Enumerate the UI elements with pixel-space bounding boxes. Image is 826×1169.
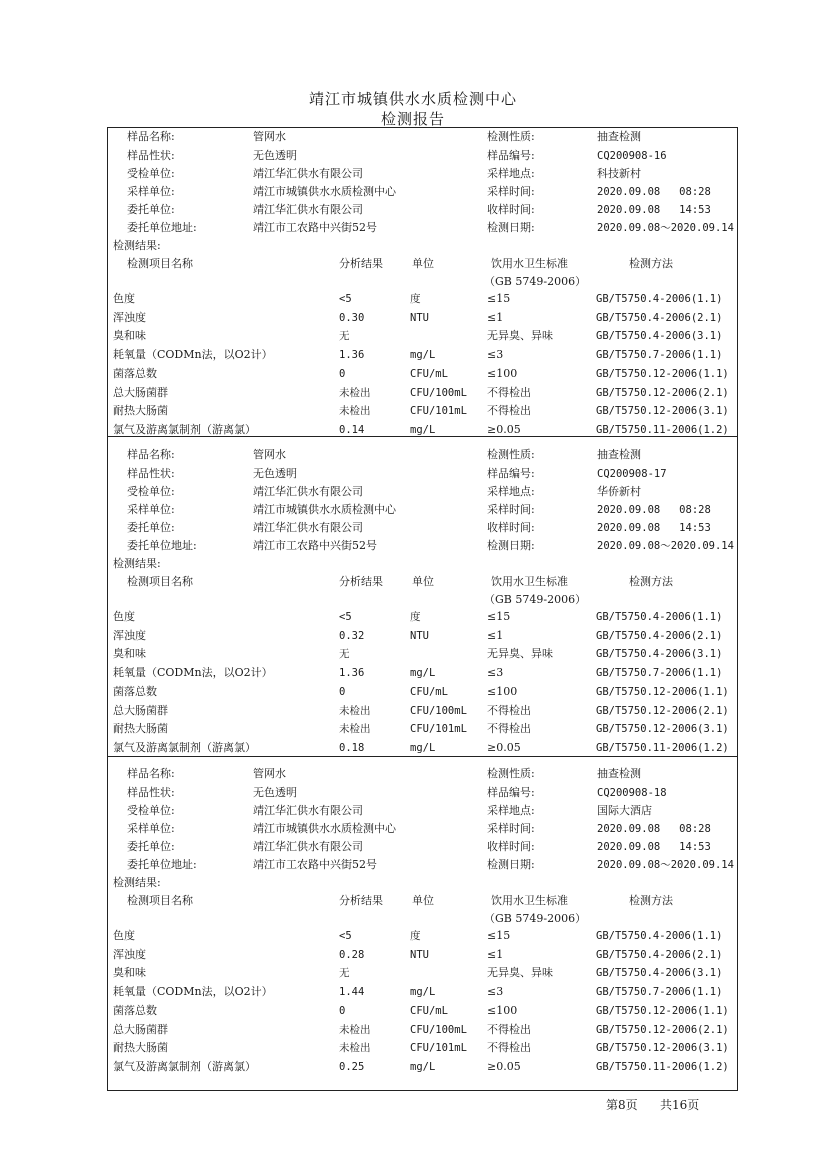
label-client-address: 委托单位地址: xyxy=(127,858,197,871)
cell-result: 0.25 xyxy=(339,1061,365,1073)
cell-unit: mg/L xyxy=(410,424,436,436)
cell-result: 无 xyxy=(339,330,350,342)
cell-unit: CFU/mL xyxy=(410,686,448,698)
value-nature: 抽查检测 xyxy=(597,767,641,780)
value-sample-state: 无色透明 xyxy=(253,467,297,480)
cell-result: 未检出 xyxy=(339,1042,371,1054)
label-inspected-unit: 受检单位: xyxy=(127,167,175,180)
col-header-result: 分析结果 xyxy=(339,575,383,588)
cell-method: GB/T5750.7-2006(1.1) xyxy=(596,986,723,998)
label-location: 采样地点: xyxy=(487,167,535,180)
cell-unit: CFU/100mL xyxy=(410,705,467,717)
value-test-date: 2020.09.08～2020.09.14 xyxy=(597,540,734,552)
cell-result: 0 xyxy=(339,368,346,380)
cell-item: 耐热大肠菌 xyxy=(113,1041,168,1054)
cell-standard: 不得检出 xyxy=(487,404,531,417)
label-test-date: 检测日期: xyxy=(487,539,535,552)
label-client-address: 委托单位地址: xyxy=(127,539,197,552)
cell-result: 0.28 xyxy=(339,949,365,961)
cell-standard: 不得检出 xyxy=(487,386,531,399)
sample-section-2 xyxy=(0,446,826,764)
label-location: 采样地点: xyxy=(487,804,535,817)
sample-section-3 xyxy=(0,765,826,1083)
cell-method: GB/T5750.4-2006(1.1) xyxy=(596,293,723,305)
cell-unit: CFU/101mL xyxy=(410,405,467,417)
cell-item: 氯气及游离氯制剂（游离氯） xyxy=(113,741,256,754)
cell-method: GB/T5750.4-2006(2.1) xyxy=(596,312,723,324)
cell-item: 色度 xyxy=(113,929,135,942)
cell-standard: ≥0.05 xyxy=(487,423,521,436)
cell-method: GB/T5750.11-2006(1.2) xyxy=(596,424,729,436)
value-sampling-time: 2020.09.08 08:28 xyxy=(597,504,711,516)
label-nature: 检测性质: xyxy=(487,130,535,143)
cell-result: 1.44 xyxy=(339,986,365,998)
value-client-address: 靖江市工农路中兴街52号 xyxy=(253,221,377,234)
cell-result: 0 xyxy=(339,1005,346,1017)
label-sample-state: 样品性状: xyxy=(127,467,175,480)
cell-item: 氯气及游离氯制剂（游离氯） xyxy=(113,1060,256,1073)
cell-unit: mg/L xyxy=(410,1061,436,1073)
value-client-unit: 靖江华汇供水有限公司 xyxy=(253,203,363,216)
cell-standard: ≥0.05 xyxy=(487,741,521,754)
cell-standard: 无异臭、异味 xyxy=(487,966,553,979)
cell-standard: ≤1 xyxy=(487,629,504,642)
cell-item: 总大肠菌群 xyxy=(113,1023,168,1036)
label-sampling-unit: 采样单位: xyxy=(127,503,175,516)
cell-item: 耗氧量（CODMn法，以O2计） xyxy=(113,348,273,361)
col-header-standard-code: （GB 5749-2006） xyxy=(484,593,587,606)
cell-result: 0 xyxy=(339,686,346,698)
cell-method: GB/T5750.7-2006(1.1) xyxy=(596,349,723,361)
value-location: 国际大酒店 xyxy=(597,804,652,817)
value-client-address: 靖江市工农路中兴街52号 xyxy=(253,539,377,552)
cell-standard: 不得检出 xyxy=(487,1023,531,1036)
label-inspected-unit: 受检单位: xyxy=(127,485,175,498)
cell-method: GB/T5750.12-2006(1.1) xyxy=(596,686,729,698)
cell-result: 1.36 xyxy=(339,349,365,361)
cell-result: 未检出 xyxy=(339,705,371,717)
label-receive-time: 收样时间: xyxy=(487,521,535,534)
cell-result: 0.30 xyxy=(339,312,365,324)
cell-unit: CFU/100mL xyxy=(410,1024,467,1036)
label-sample-no: 样品编号: xyxy=(487,467,535,480)
value-sample-state: 无色透明 xyxy=(253,149,297,162)
label-client-unit: 委托单位: xyxy=(127,840,175,853)
cell-item: 色度 xyxy=(113,292,135,305)
col-header-unit: 单位 xyxy=(412,894,434,907)
col-header-method: 检测方法 xyxy=(629,257,673,270)
cell-standard: 无异臭、异味 xyxy=(487,647,553,660)
label-sampling-time: 采样时间: xyxy=(487,822,535,835)
report-title: 检测报告 xyxy=(380,110,445,128)
label-sampling-unit: 采样单位: xyxy=(127,822,175,835)
cell-result: 未检出 xyxy=(339,387,371,399)
cell-standard: ≥0.05 xyxy=(487,1060,521,1073)
label-location: 采样地点: xyxy=(487,485,535,498)
cell-unit: mg/L xyxy=(410,349,436,361)
cell-unit: NTU xyxy=(410,630,429,642)
value-location: 华侨新村 xyxy=(597,485,641,498)
value-nature: 抽查检测 xyxy=(597,130,641,143)
label-sample-name: 样品名称: xyxy=(127,130,175,143)
cell-standard: ≤100 xyxy=(487,1004,518,1017)
value-sample-no: CQ200908-17 xyxy=(597,468,667,480)
label-test-date: 检测日期: xyxy=(487,858,535,871)
cell-item: 菌落总数 xyxy=(113,1004,157,1017)
value-client-unit: 靖江华汇供水有限公司 xyxy=(253,521,363,534)
cell-method: GB/T5750.4-2006(2.1) xyxy=(596,630,723,642)
cell-method: GB/T5750.11-2006(1.2) xyxy=(596,1061,729,1073)
cell-method: GB/T5750.12-2006(1.1) xyxy=(596,1005,729,1017)
label-receive-time: 收样时间: xyxy=(487,203,535,216)
label-sample-name: 样品名称: xyxy=(127,767,175,780)
cell-result: <5 xyxy=(339,611,352,623)
cell-unit: CFU/101mL xyxy=(410,1042,467,1054)
cell-method: GB/T5750.12-2006(2.1) xyxy=(596,1024,729,1036)
cell-unit: NTU xyxy=(410,312,429,324)
cell-method: GB/T5750.12-2006(3.1) xyxy=(596,405,729,417)
cell-standard: ≤3 xyxy=(487,348,504,361)
cell-method: GB/T5750.4-2006(3.1) xyxy=(596,648,723,660)
cell-method: GB/T5750.12-2006(2.1) xyxy=(596,387,729,399)
cell-method: GB/T5750.12-2006(2.1) xyxy=(596,705,729,717)
cell-item: 臭和味 xyxy=(113,647,146,660)
cell-standard: ≤100 xyxy=(487,685,518,698)
value-location: 科技新村 xyxy=(597,167,641,180)
value-inspected-unit: 靖江华汇供水有限公司 xyxy=(253,485,363,498)
cell-standard: 不得检出 xyxy=(487,722,531,735)
value-inspected-unit: 靖江华汇供水有限公司 xyxy=(253,167,363,180)
sample-section-1 xyxy=(0,128,826,446)
cell-result: <5 xyxy=(339,930,352,942)
cell-standard: 无异臭、异味 xyxy=(487,329,553,342)
cell-method: GB/T5750.12-2006(1.1) xyxy=(596,368,729,380)
cell-unit: CFU/mL xyxy=(410,1005,448,1017)
col-header-standard-code: （GB 5749-2006） xyxy=(484,912,587,925)
col-header-result: 分析结果 xyxy=(339,894,383,907)
cell-result: 未检出 xyxy=(339,1024,371,1036)
value-sample-name: 管网水 xyxy=(253,448,286,461)
value-sample-no: CQ200908-16 xyxy=(597,150,667,162)
label-nature: 检测性质: xyxy=(487,767,535,780)
cell-method: GB/T5750.11-2006(1.2) xyxy=(596,742,729,754)
cell-method: GB/T5750.4-2006(1.1) xyxy=(596,930,723,942)
cell-item: 氯气及游离氯制剂（游离氯） xyxy=(113,423,256,436)
cell-standard: ≤3 xyxy=(487,985,504,998)
value-sampling-unit: 靖江市城镇供水水质检测中心 xyxy=(253,503,396,516)
value-nature: 抽查检测 xyxy=(597,448,641,461)
col-header-standard: 饮用水卫生标准 xyxy=(491,257,568,270)
label-sample-no: 样品编号: xyxy=(487,149,535,162)
value-sample-name: 管网水 xyxy=(253,767,286,780)
cell-item: 浑浊度 xyxy=(113,948,146,961)
col-header-method: 检测方法 xyxy=(629,894,673,907)
cell-unit: NTU xyxy=(410,949,429,961)
col-header-standard: 饮用水卫生标准 xyxy=(491,575,568,588)
cell-standard: ≤1 xyxy=(487,311,504,324)
cell-unit: 度 xyxy=(410,930,421,942)
value-sampling-time: 2020.09.08 08:28 xyxy=(597,823,711,835)
cell-item: 色度 xyxy=(113,610,135,623)
cell-item: 浑浊度 xyxy=(113,629,146,642)
cell-unit: mg/L xyxy=(410,742,436,754)
cell-standard: 不得检出 xyxy=(487,1041,531,1054)
col-header-standard-code: （GB 5749-2006） xyxy=(484,275,587,288)
cell-result: <5 xyxy=(339,293,352,305)
value-test-date: 2020.09.08～2020.09.14 xyxy=(597,222,734,234)
label-client-unit: 委托单位: xyxy=(127,521,175,534)
value-sampling-unit: 靖江市城镇供水水质检测中心 xyxy=(253,185,396,198)
cell-method: GB/T5750.4-2006(1.1) xyxy=(596,611,723,623)
cell-result: 无 xyxy=(339,967,350,979)
col-header-item: 检测项目名称 xyxy=(127,575,193,588)
cell-method: GB/T5750.12-2006(3.1) xyxy=(596,1042,729,1054)
value-sampling-time: 2020.09.08 08:28 xyxy=(597,186,711,198)
value-client-unit: 靖江华汇供水有限公司 xyxy=(253,840,363,853)
cell-item: 总大肠菌群 xyxy=(113,704,168,717)
cell-unit: mg/L xyxy=(410,667,436,679)
cell-result: 未检出 xyxy=(339,723,371,735)
col-header-unit: 单位 xyxy=(412,257,434,270)
cell-unit: CFU/101mL xyxy=(410,723,467,735)
value-receive-time: 2020.09.08 14:53 xyxy=(597,204,711,216)
label-sampling-unit: 采样单位: xyxy=(127,185,175,198)
bottom-rule xyxy=(108,1090,738,1091)
value-client-address: 靖江市工农路中兴街52号 xyxy=(253,858,377,871)
col-header-method: 检测方法 xyxy=(629,575,673,588)
cell-standard: ≤3 xyxy=(487,666,504,679)
cell-standard: ≤15 xyxy=(487,929,511,942)
col-header-item: 检测项目名称 xyxy=(127,257,193,270)
cell-item: 菌落总数 xyxy=(113,367,157,380)
cell-method: GB/T5750.12-2006(3.1) xyxy=(596,723,729,735)
label-sampling-time: 采样时间: xyxy=(487,185,535,198)
cell-item: 浑浊度 xyxy=(113,311,146,324)
cell-item: 耐热大肠菌 xyxy=(113,722,168,735)
value-sample-no: CQ200908-18 xyxy=(597,787,667,799)
cell-method: GB/T5750.7-2006(1.1) xyxy=(596,667,723,679)
cell-result: 0.32 xyxy=(339,630,365,642)
cell-unit: 度 xyxy=(410,293,421,305)
col-header-unit: 单位 xyxy=(412,575,434,588)
value-sample-name: 管网水 xyxy=(253,130,286,143)
value-receive-time: 2020.09.08 14:53 xyxy=(597,841,711,853)
label-nature: 检测性质: xyxy=(487,448,535,461)
value-test-date: 2020.09.08～2020.09.14 xyxy=(597,859,734,871)
value-inspected-unit: 靖江华汇供水有限公司 xyxy=(253,804,363,817)
label-sample-state: 样品性状: xyxy=(127,149,175,162)
cell-unit: CFU/100mL xyxy=(410,387,467,399)
results-label: 检测结果: xyxy=(113,239,161,252)
value-receive-time: 2020.09.08 14:53 xyxy=(597,522,711,534)
col-header-item: 检测项目名称 xyxy=(127,894,193,907)
cell-unit: 度 xyxy=(410,611,421,623)
value-sample-state: 无色透明 xyxy=(253,786,297,799)
cell-method: GB/T5750.4-2006(3.1) xyxy=(596,967,723,979)
label-receive-time: 收样时间: xyxy=(487,840,535,853)
cell-item: 总大肠菌群 xyxy=(113,386,168,399)
label-client-unit: 委托单位: xyxy=(127,203,175,216)
cell-result: 无 xyxy=(339,648,350,660)
label-sample-name: 样品名称: xyxy=(127,448,175,461)
cell-standard: ≤1 xyxy=(487,948,504,961)
label-inspected-unit: 受检单位: xyxy=(127,804,175,817)
cell-item: 耗氧量（CODMn法，以O2计） xyxy=(113,985,273,998)
col-header-result: 分析结果 xyxy=(339,257,383,270)
cell-result: 未检出 xyxy=(339,405,371,417)
label-client-address: 委托单位地址: xyxy=(127,221,197,234)
cell-result: 0.18 xyxy=(339,742,365,754)
label-sample-no: 样品编号: xyxy=(487,786,535,799)
cell-standard: 不得检出 xyxy=(487,704,531,717)
cell-result: 0.14 xyxy=(339,424,365,436)
cell-unit: CFU/mL xyxy=(410,368,448,380)
results-label: 检测结果: xyxy=(113,876,161,889)
cell-item: 耗氧量（CODMn法，以O2计） xyxy=(113,666,273,679)
cell-method: GB/T5750.4-2006(2.1) xyxy=(596,949,723,961)
cell-item: 耐热大肠菌 xyxy=(113,404,168,417)
cell-standard: ≤15 xyxy=(487,610,511,623)
organization-title: 靖江市城镇供水水质检测中心 xyxy=(308,90,517,108)
cell-standard: ≤100 xyxy=(487,367,518,380)
cell-item: 臭和味 xyxy=(113,966,146,979)
cell-standard: ≤15 xyxy=(487,292,511,305)
cell-result: 1.36 xyxy=(339,667,365,679)
page-total: 共16页 xyxy=(660,1098,700,1112)
cell-item: 臭和味 xyxy=(113,329,146,342)
cell-method: GB/T5750.4-2006(3.1) xyxy=(596,330,723,342)
label-sampling-time: 采样时间: xyxy=(487,503,535,516)
results-label: 检测结果: xyxy=(113,557,161,570)
value-sampling-unit: 靖江市城镇供水水质检测中心 xyxy=(253,822,396,835)
label-sample-state: 样品性状: xyxy=(127,786,175,799)
cell-item: 菌落总数 xyxy=(113,685,157,698)
page-number: 第8页 xyxy=(606,1098,638,1112)
col-header-standard: 饮用水卫生标准 xyxy=(491,894,568,907)
label-test-date: 检测日期: xyxy=(487,221,535,234)
cell-unit: mg/L xyxy=(410,986,436,998)
